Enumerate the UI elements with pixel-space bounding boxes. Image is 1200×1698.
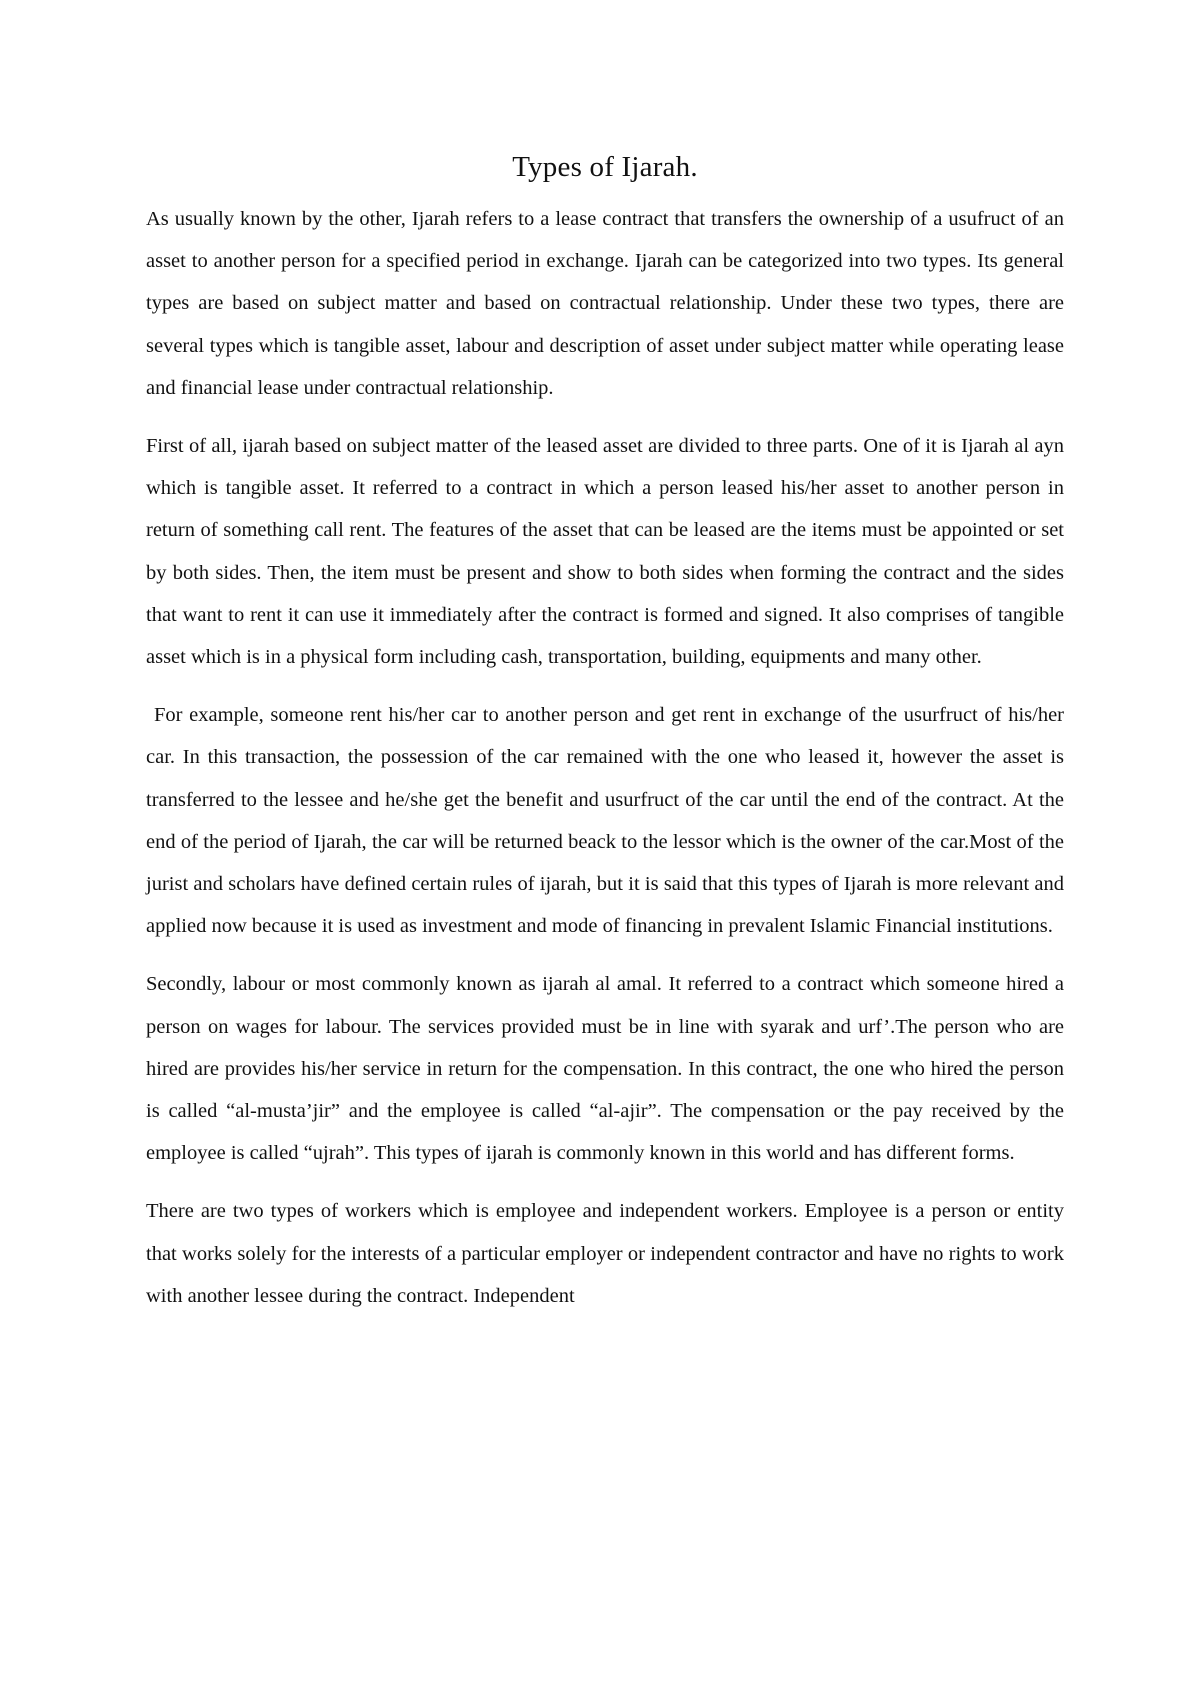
paragraph-ijarah-al-amal: Secondly, labour or most commonly known as ijarah al amal. It referred to a contract which someone hired a person on wages for labour. The services provided must be in line with syarak and urf’.The person who are hired are provides his/her service in return for the compensation. In this contract, the one who hired the person is called “al-musta’jir” and the employee is called “al-ajir”. The compensation or the pay received by the employee is called “ujrah”. This types of ijarah is commonly known in this world and has different forms. (146, 973, 1064, 1165)
paragraph-types-of-workers: There are two types of workers which is employee and independent workers. Employee is a person or entity that works solely for the interests of a particular employer or independent contractor and have no rights to work with another lessee during the contract. Independent (146, 1200, 1064, 1307)
document-title: Types of Ijarah. (512, 151, 698, 183)
document-page (146, 145, 1064, 1333)
paragraph-ijarah-al-ayn: First of all, ijarah based on subject matter of the leased asset are divided to three parts. One of it is Ijarah al ayn which is tangible asset. It referred to a contract in which a person leased his/her asset to another person in return of something call rent. The features of the asset that can be leased are the items must be appointed or set by both sides. Then, the item must be present and show to both sides when forming the contract and the sides that want to rent it can use it immediately after the contract is formed and signed. It also comprises of tangible asset which is in a physical form including cash, transportation, building, equipments and many other. (146, 435, 1064, 669)
paragraph-example: For example, someone rent his/her car to another person and get rent in exchange of the usurfruct of his/her car. In this transaction, the possession of the car remained with the one who leased it, however the asset is transferred to the lessee and he/she get the benefit and usurfruct of the car until the end of the contract. At the end of the period of Ijarah, the car will be returned beack to the lessor which is the owner of the car.Most of the jurist and scholars have defined certain rules of ijarah, but it is said that this types of Ijarah is more relevant and applied now because it is used as investment and mode of financing in prevalent Islamic Financial institutions. (146, 704, 1064, 938)
paragraph-intro: As usually known by the other, Ijarah refers to a lease contract that transfers the ownership of a usufruct of an asset to another person for a specified period in exchange. Ijarah can be categorized into two types. Its general types are based on subject matter and based on contractual relationship. Under these two types, there are several types which is tangible asset, labour and description of asset under subject matter while operating lease and financial lease under contractual relationship. (146, 208, 1064, 399)
